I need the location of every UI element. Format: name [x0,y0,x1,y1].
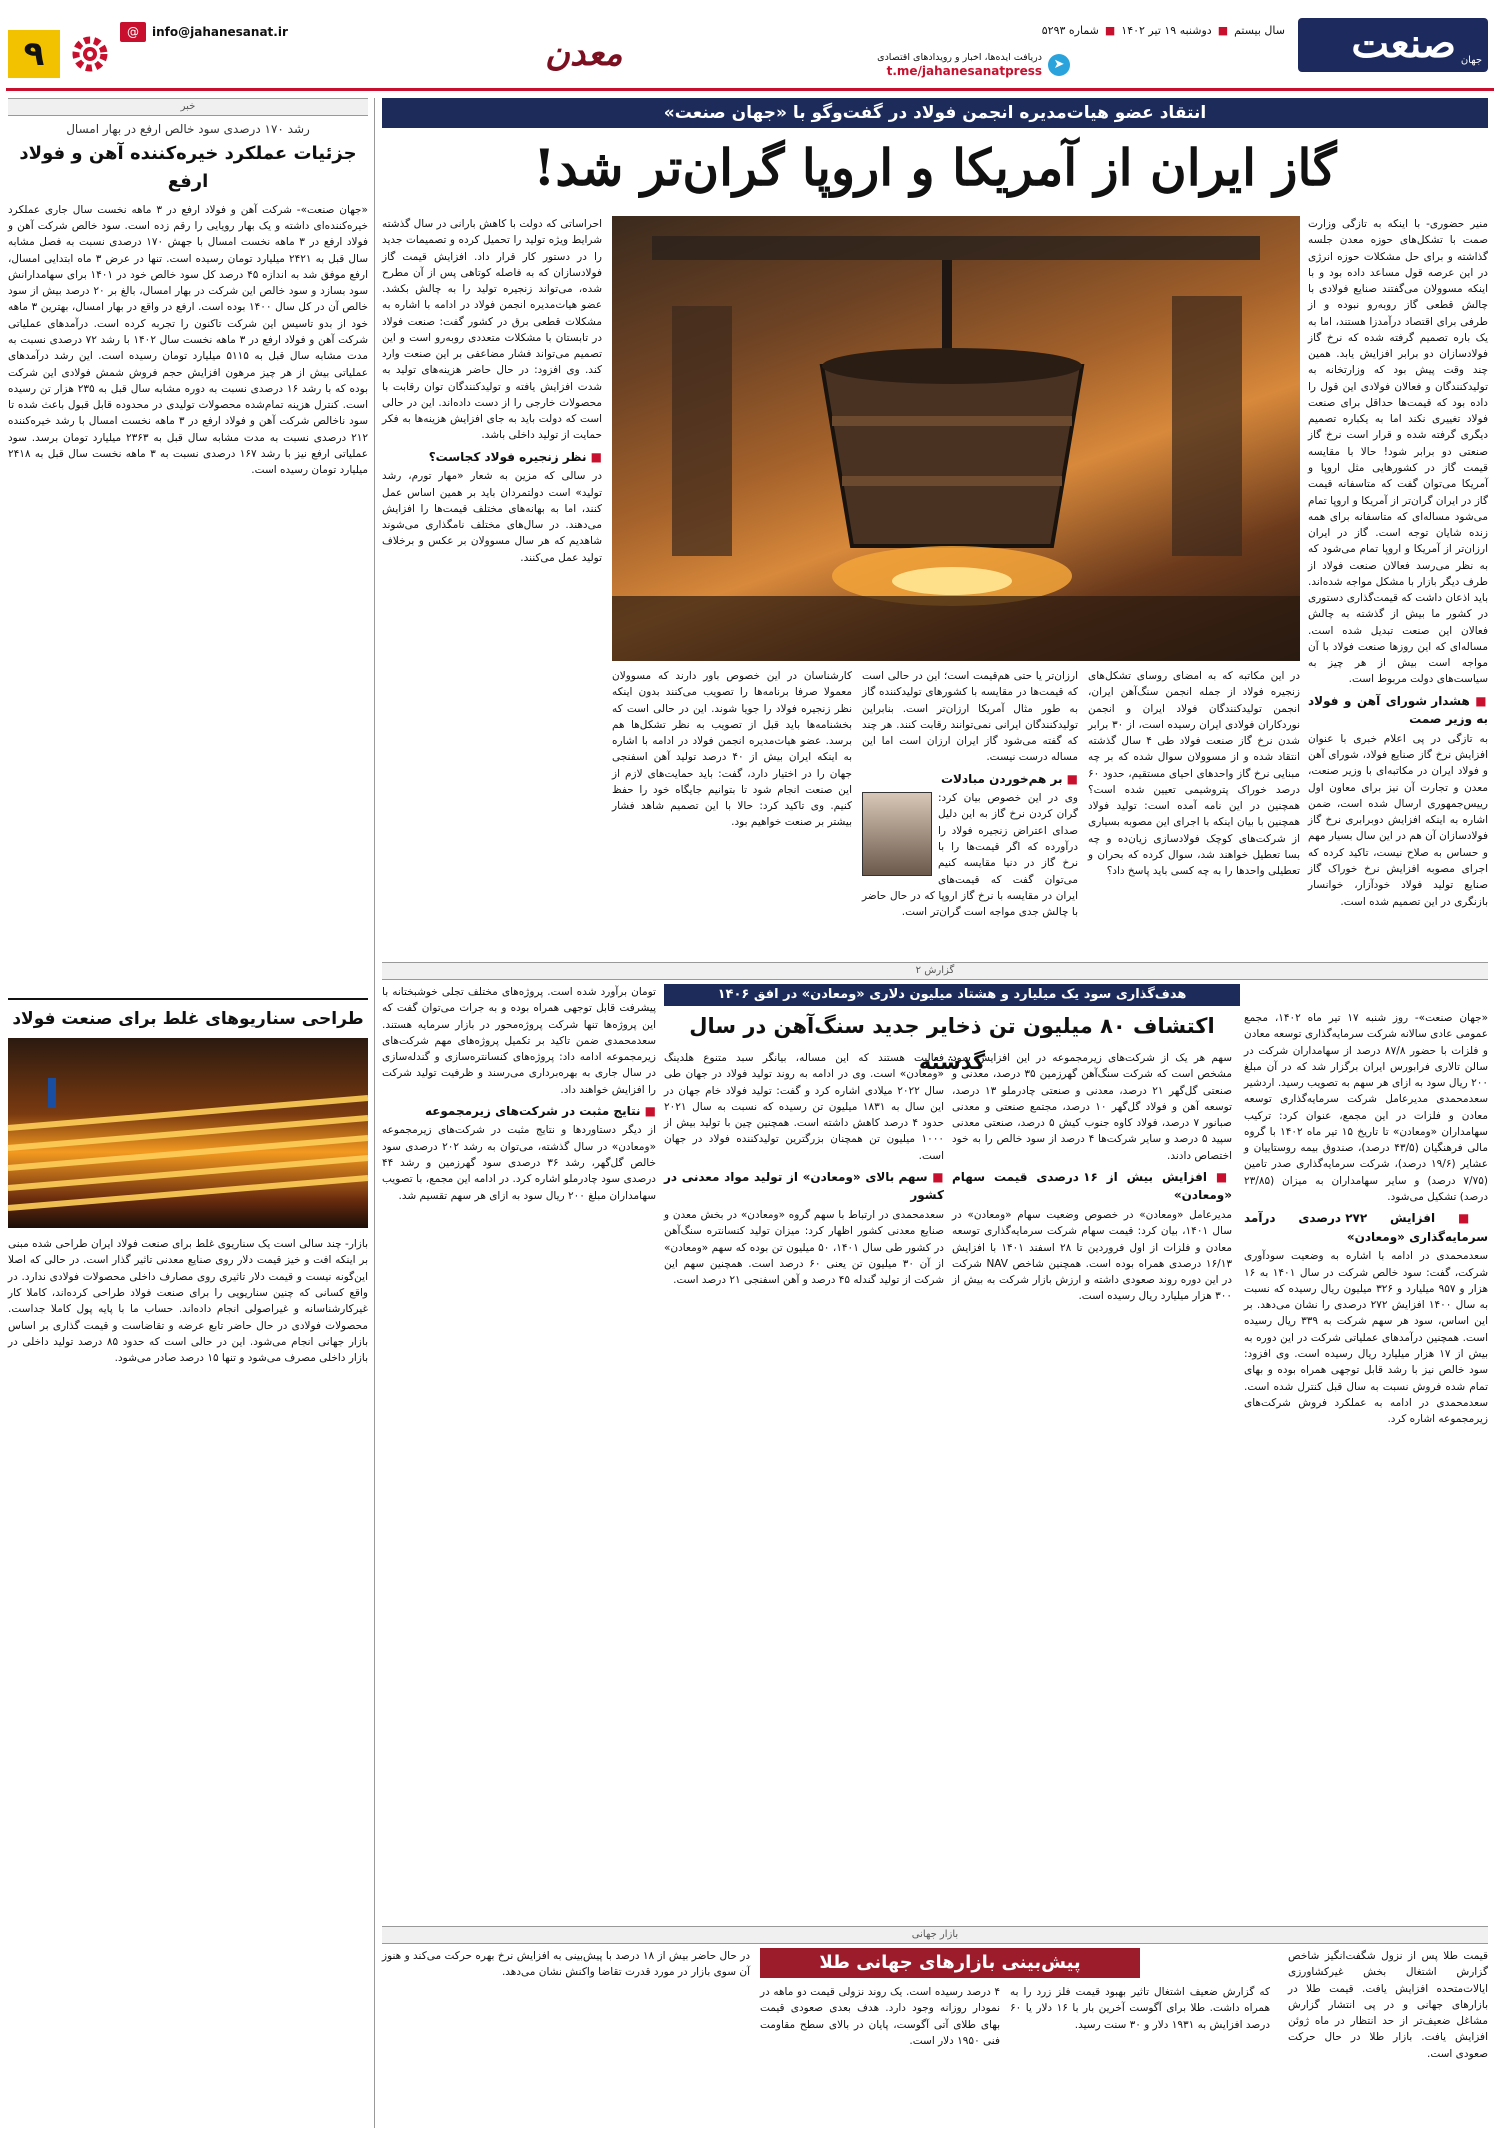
gold-column-2 [1010,1984,1270,2128]
main-column-5 [1088,668,1300,958]
gold-col3-text: ۴ درصد رسیده است. یک روند نزولی قیمت دو ماهه در نمودار روزانه وجود دارد. هدف بعدی صعودی قیمت بهای طلای آتی آگوست، پایان در بالای سطح مقاومت فنی ۱۹۵۰ دلار است. [760,1986,1000,2047]
arfa-kicker: رشد ۱۷۰ درصدی سود خالص ارفع در بهار امسال [66,121,310,136]
telegram-link[interactable]: t.me/jahanesanatpress [886,64,1042,78]
gold-column-4 [382,1948,750,2128]
gold-column-3 [760,1984,1000,2128]
arfa-body-text: «جهان صنعت»- شرکت آهن و فولاد ارفع در ۳ ماهه نخست سال جاری عملکرد خیره‌کننده‌ای داشته و یک بهار رویایی را رقم زده است. سود خالص شرکت آهن و فولاد ارفع در ۳ ماهه نخست امسال با جهش ۱۷۰ درصدی نسبت به فصل مشابه سال قبل به ۲۴۲۱ میلیارد تومان رسیده است. تنها در عرض ۳ ماه ابتدایی امسال، ارفع موفق شد به اندازه ۴۵ درصد کل سود خالص خود در ۱۴۰۱ برای سهامدارانش سود بسازد و سود خالص این شرکت در بهار امسال، بالغ بر ۲۰ درصد بیش از سود خالص آن در کل سال ۱۴۰۰ بوده است. ارفع در واقع در بهار امسال، بهترین ۳ ماهه خود از بدو تاسیس این شرکت تاکنون را تجربه کرده است. درآمدهای عملیاتی شرکت آهن و فولاد ارفع در ۳ ماهه نخست سال ۱۴۰۲ با رشد ۷۲ درصدی نسبت به مدت مشابه سال قبل به ۵۱۱۵ میلیارد تومان رسیده است. این رشد درآمدهای عملیاتی بیش از هر چیز مرهون افزایش حجم فروش شمش فولادی این شرکت بوده که با رشد ۱۶ درصدی نسبت به دوره مشابه سال قبل به ۲۳۵ هزار تن رسیده است. کنترل هزینه تمام‌شده محصولات تولیدی در محدوده قابل قبول باعث شده تا سود ناخالص شرکت آهن و فولاد ارفع در ۳ ماهه نخست امسال با رشد خیره‌کننده ۲۱۲ درصدی نسبت به مدت مشابه سال قبل به ۲۳۶۳ میلیارد تومان برسد. سود عملیاتی ارفع نیز با رشد ۱۶۷ درصدی نسبت به ۳ ماهه نخست سال قبل به ۲۴۱۸ میلیارد تومان رسیده است. [8,203,369,477]
main-col1-text-b: به تازگی در پی اعلام خبری با عنوان افزایش نرخ گاز صنایع فولاد، شورای آهن و فولاد ایران در مکاتبه‌ای با وزیر صنعت، معدن و تجارت آن نیز برای معاون اول رییس‌جمهوری ارسال شده است، ضمن اشاره به اینکه افزایش دوبرابری نرخ گاز فولادسازان آن هم در این سال بسیار مهم و حساس به صلاح نیست، تاکید کرده که اجرای مصوبه افزایش نرخ خوراک گاز صنایع تولید فولاد خودآزار، خوانسار بازنگری در این تصمیم شده است. [1308,732,1488,908]
left-sidebar [8,98,368,2128]
report-col2-text-b: مدیرعامل «ومعادن» در خصوص وضعیت سهام «ومعادن» در سال ۱۴۰۱، بیان کرد: قیمت سهام شرکت سرمایه‌گذاری توسعه معادن و فلزات از اول فروردین تا ۲۸ اسفند ۱۴۰۱ با افزایش ۱۶/۱۳ درصدی همراه بوده است. همچنین شاخص NAV شرکت در این دوره روند صعودی داشته و ارزش بازار شرکت به بیش از ۳۰۰ هزار میلیارد ریال رسیده است. [952,1209,1232,1303]
email-block[interactable] [120,22,288,42]
issue-info: سال بیستم ■ دوشنبه ۱۹ تیر ۱۴۰۲ ■ شماره ۵۲۹۳ [1042,22,1285,39]
header-divider [6,88,1494,91]
main-col2-subhead: ■ نظر زنجیره فولاد کجاست؟ [382,448,602,467]
main-col1-subhead: ■ هشدار شورای آهن و فولاد به وزیر صمت [1308,692,1488,729]
report-column-3 [664,1050,944,1920]
main-col4-subhead: ■ بر هم‌خوردن مبادلات [862,770,1078,789]
main-col4-text-b: وی در این خصوص بیان کرد: گران کردن نرخ گاز به این دلیل صدای اعتراض زنجیره فولاد را درآورده که اگر قیمت‌ها را با نرخ گاز در دنیا مقایسه کنیم می‌توان گفت که قیمت‌های ایران در مقایسه با نرخ گاز اروپا که در حال حاضر با چالش جدی مواجه است گران‌تر است. [862,792,1078,919]
news-label: خبر [8,98,368,116]
email-icon: @ [120,22,146,42]
steel-plant-photo [612,216,1300,661]
scenario-headline: طراحی سناریوهای غلط برای صنعت فولاد [12,1008,364,1029]
main-column-1 [1308,216,1488,908]
telegram-caption: دریافت ایده‌ها، اخبار و رویدادهای اقتصادی [877,52,1042,63]
gold-col4-text: در حال حاضر بیش از ۱۸ درصد با پیش‌بینی به افزایش نرخ بهره حرکت می‌کند و هنوز آن سوی بازار در مورد قدرت تقاضا واکنش نشان می‌دهد. [382,1950,750,1979]
main-col5-text: در این مکاتبه که به امضای روسای تشکل‌های زنجیره فولاد از جمله انجمن سنگ‌آهن ایران، انجمن تولیدکنندگان فولاد ایران و انجمن نوردکاران فولادی ایران رسیده است، از ۳۰ برابر شدن نرخ گاز صنعت فولاد طی ۴ سال گذشته انتقاد شده و از مسوولان سوال شده که بر چه مبنایی نرخ گاز واحدهای احیای مستقیم، حدود ۶۰ درصد خوراک پتروشیمی تعیین شده است؟ همچنین در این نامه آمده است: تولید فولاد همچنین با بیان اینکه با اجرای این مصوبه بسیاری از شرکت‌های کوچک فولادسازی زیان‌ده و چه بسا تعطیل خواهند شد، سوال کرده که بحران و تعطیلی واحدها را به چه کسی باید پاسخ داد؟ [1088,670,1300,878]
page-number: ۹ [8,30,60,78]
logo-small-text: جهان [1460,54,1482,66]
report-col4-text-b: از دیگر دستاوردها و نتایج مثبت در شرکت‌های زیرمجموعه «ومعادن» در سال گذشته، می‌توان به رشد ۲۰۲ درصدی سود خالص گل‌گهر، رشد ۳۶ درصدی سود گهرزمین و رشد ۴۴ درصدی سود چادرملو اشاره کرد. در ادامه این مجمع، با تصویب سهامداران مبلغ ۲۰۰ ریال سود به ازای هر سهم تقسیم شد. [382,1124,656,1202]
main-column-2 [382,216,602,796]
main-column-3 [612,668,852,958]
report-column-2 [952,1050,1232,1920]
scenario-body-text: بازار- چند سالی است یک سناریوی غلط برای صنعت فولاد ایران طراحی شده مبنی بر اینکه افت و خیز قیمت دلار روی صنایع معدنی تاثیر گذار است. در حالی که اصلا این‌گونه نیست و قیمت دلار تاثیری روی مصارف داخلی محصولات فولادی ندارد. در واقع کسانی که چنین سناریویی را برای صنعت فولاد طراحی کرده‌اند، کاملا کار غیرکارشناسانه و غیراصولی انجام داده‌اند. حساب ما با پایه پول کاملا جداست. محصولات فولادی در حال حاضر تابع عرضه و تقاضاست و قیمت گذاری بر اساس بازار جهانی انجام می‌شود. این در حالی است که حدود ۸۵ درصد تولید داخلی در بازار داخلی مصرف می‌شود و تنها ۱۵ درصد صادر می‌شود. [8,1238,369,1365]
gold-col1-text: قیمت طلا پس از نزول شگفت‌انگیز شاخص گزارش اشتغال بخش غیرکشاورزی ایالات‌متحده افزایش یافت. قیمت طلا در بازارهای جهانی و در پی انتشار گزارش مشاغل ضعیف‌تر از حد انتظار در ماه ژوئن افزایش یافت. بازار طلا در حال حرکت صعودی است. [1288,1950,1488,2060]
section-title: معدن [545,34,623,74]
main-col1-text: منیر حضوری- با اینکه به تازگی وزارت صمت با تشکل‌های حوزه معدن جلسه گذاشته و برای حل مشکلات حوزه انرژی در این عرصه قول مساعد داده بود و با اینکه مسوولان می‌گفتند صنایع فولادی با چالش قطعی گاز روبه‌رو نبوده و از طرفی برای اقتصاد درآمدزا هستند، اما به یک باره تصمیم گرفته شده که نرخ گاز فولادسازان دو برابر افزایش یابد. همین چند وقت پیش بود که وزارتخانه به تولیدکنندگان و فعالان فولادی این قول را داده بود که قیمت‌ها حداقل برای صنعت فولاد تغییری نکند اما به یکباره تصمیم دیگری گرفته شده و قرار است نرخ گاز صنعتی دو برابر شود! حالا با مقایسه قیمت گاز در کشورهایی مثل اروپا و آمریکا می‌توان گفت که متاسفانه قیمت گاز در ایران گران‌تر از آمریکا و اروپا تمام می‌شود مساله‌ای که متاسفانه برای همه زنده شایان توجه است. گاز در ایران ارزان‌تر از آمریکا و اروپا تمام می‌شود که به نظر می‌رسد فعالان صنعت فولاد از طرف دیگر بازار با مشکل مواجه شده‌اند. باید اذعان داشت که قیمت‌گذاری دستوری در کشور ما بیش از گذشته به چالش فعالان این صنعت تبدیل شده است. مساله‌ای که این روزها صنعت فولاد با آن مواجه است بیش از هر چیز به سیاست‌های دولت مربوط است. [1308,218,1488,686]
arfa-body [8,202,368,992]
report-col3-subhead: ■ سهم بالای «ومعادن» از تولید مواد معدنی در کشور [664,1168,944,1205]
date-line: دوشنبه ۱۹ تیر ۱۴۰۲ [1121,24,1212,37]
report-column-4 [382,984,656,1920]
sidebar-rule [374,98,375,2128]
gold-label: بازار جهانی [382,1926,1488,1944]
report-col4-subhead: ■ نتایج مثبت در شرکت‌های زیرمجموعه [382,1102,656,1121]
report-label: گزارش ۲ [382,962,1488,980]
report-kicker: هدف‌گذاری سود یک میلیارد و هشتاد میلیون دلاری «ومعادن» در افق ۱۴۰۶ [664,984,1240,1006]
main-headline: گاز ایران از آمریکا و اروپا گران‌تر شد! [533,138,1337,197]
report-col1-subhead: ■ افزایش ۲۷۲ درصدی درآمد سرمایه‌گذاری «ومعادن» [1244,1209,1488,1246]
telegram-icon: ➤ [1048,54,1070,76]
gold-col2-text: که گزارش ضعیف اشتغال تاثیر بهبود قیمت فلز زرد را به همراه داشت. طلا برای آگوست آخرین بار با ۱۶ دلار یا ۶۰ درصد افزایش به ۱۹۳۱ دلار و ۳۰ سنت رسید. [1010,1986,1270,2031]
main-col2-text-b: در سالی که مزین به شعار «مهار تورم، رشد تولید» است دولتمردان باید بر همین اساس عمل کنند، اما به بهانه‌های مختلف قیمت‌ها را افزایش می‌دهند. در سال‌های مختلف نامگذاری می‌شوند شاهدیم که هر سال مسوولان بر عکس و برخلاف تولید عمل می‌کنند. [382,470,602,564]
sidebar-divider [8,998,368,1000]
masthead [0,0,1500,90]
report-col3-text: فعالیت هستند که این مساله، بیانگر سبد متنوع هلدینگ «ومعادن» است. وی در ادامه به روند تولید فولاد در جهان طی سال ۲۰۲۲ میلادی اشاره کرد و گفت: تولید فولاد خام جهان در این سال به ۱۸۳۱ میلیون تن رسیده که نسبت به سال ۲۰۲۱ حدود ۴ درصد کاهش داشته است. همچنین چین با تولید بیش از ۱۰۰۰ میلیون تن همچنان بزرگترین تولیدکننده فولاد در جهان است. [664,1052,944,1162]
arfa-headline: جزئیات عملکرد خیره‌کننده آهن و فولاد ارفع [19,143,357,192]
gold-column-1 [1288,1948,1488,2128]
interviewee-photo [862,792,932,876]
main-col2-text: احراساتی که دولت با کاهش بارانی در سال گذشته شرایط ویژه تولید را تحمیل کرده و تصمیمات جدید را در دستور کار قرار داد. افزایش قیمت گاز فولادسازان که به فاصله کوتاهی پس از آن مطرح شده، می‌تواند زنجیره تولید را به چالش بکشد. عضو هیات‌مدیره انجمن فولاد در ادامه با اشاره به مشکلات قطعی برق در کشور گفت: صنعت فولاد در تابستان با مشکلات متعددی روبه‌رو است و این تصمیم می‌تواند فشار مضاعفی بر این صنعت وارد کند. وی افزود: در حال حاضر هزینه‌های تولید به شدت افزایش یافته و تولیدکنندگان توان رقابت با محصولات خارجی را از دست داده‌اند. این در حالی است که دولت باید به جای افزایش هزینه‌ها به فکر حمایت از تولید داخلی باشد. [382,218,602,442]
report-col2-text: سهم هر یک از شرکت‌های زیرمجموعه در این افزایش سود مشخص است که شرکت سنگ‌آهن گهرزمین ۳۵ درصد، معدنی و صنعتی گل‌گهر ۲۱ درصد، معدنی و صنعتی چادرملو ۱۳ درصد، توسعه آهن و فولاد گل‌گهر ۱۰ درصد، مجتمع صنعتی و معدنی صبانور ۷ درصد، فولاد کاوه جنوب کیش ۵ درصد، صنعتی معدنی سپید ۵ درصد و سایر شرکت‌ها ۴ درصد از سود خالص را به خود اختصاص دادند. [952,1052,1232,1162]
main-col3-text: کارشناسان در این خصوص باور دارند که مسوولان معمولا صرفا برنامه‌ها را تصویب می‌کنند بدون اینکه نظر زنجیره فولاد را جویا شوند. این در حالی است که بخشنامه‌ها باید قبل از تصویب به نظر تشکل‌ها هم برسد. عضو هیات‌مدیره انجمن فولاد در ادامه با اشاره به اینکه ایران بیش از ۴۰ درصد تولید آهن اسفنجی جهان را در اختیار دارد، گفت: باید حمایت‌های لازم از این صنعت انجام شود تا بتوانیم جایگاه خود را حفظ کنیم. وی تاکید کرد: حالا با این تصمیم شاهد فشار بیشتر بر صنعت خواهیم بود. [612,670,853,829]
gear-icon [66,30,114,78]
telegram-block[interactable] [877,52,1070,78]
steel-bars-photo [8,1038,368,1228]
logo [1298,18,1488,72]
main-column-4 [862,668,1078,958]
logo-text: صنعت [1351,20,1456,67]
report-col4-text: تومان برآورد شده است. پروژه‌های مختلف تجلی خوشبختانه با پیشرفت قابل توجهی همراه بوده و به جرات می‌توان گفت که این پروژه‌ها تنها شرکت پروژه‌محور در بازار سرمایه هستند. سعدمحمدی ضمن تاکید بر تکمیل پروژه‌های مهم شرکت‌های زیرمجموعه ادامه داد: پروژه‌های کنسانتره‌سازی و گندله‌سازی در سال جاری به بهره‌برداری می‌رسند و ظرفیت تولید شرکت را افزایش خواهند داد. [382,986,656,1096]
report-headline: اکتشاف ۸۰ میلیون تن ذخایر جدید سنگ‌آهن در سال گذشته [689,1014,1215,1074]
report-col2-subhead: ■ افزایش بیش از ۱۶ درصدی قیمت سهام «ومعادن» [952,1168,1232,1205]
scenario-body [8,1236,368,2136]
year-line: سال بیستم [1234,24,1285,37]
main-kicker: انتقاد عضو هیات‌مدیره انجمن فولاد در گفت‌وگو با «جهان صنعت» [382,98,1488,128]
report-column-1 [1244,1010,1488,1920]
report-col1-text: «جهان صنعت»- روز شنبه ۱۷ تیر ماه ۱۴۰۲، مجمع عمومی عادی سالانه شرکت سرمایه‌گذاری توسعه معادن و فلزات با حضور ۸۷/۸ درصد از سهامداران شرکت در سالن تالاری فرابورس ایران برگزار شد که در آن مبلغ ۲۰۰ ریال سود به ازای هر سهم به تصویب رسید. اردشیر سعدمحمدی مدیرعامل شرکت سرمایه‌گذاری توسعه معادن و فلزات در این مجمع، عنوان کرد: ترکیب سهامداران «ومعادن» تا تاریخ ۱۵ تیر ماه ۱۴۰۲ با گروه مالی فرهنگیان (۴۳/۵ درصد)، صندوق بیمه روستاییان و عشایر (۱۹/۶ درصد)، شرکت سرمایه‌گذاری صدر تامین (۷/۷۵ درصد) و سایر سهامداران به میزان (۲۳/۸۵ درصد) تشکیل می‌شود. [1244,1012,1488,1203]
main-col4-text: ارزان‌تر یا حتی هم‌قیمت است؛ این در حالی است که قیمت‌ها در مقایسه با کشورهای تولیدکننده گاز به طور مثال آمریکا ارزان‌تر است. بنابراین تولیدکنندگان ایرانی نمی‌توانند رقابت کنند. هر چند که گفته می‌شود گاز ایران ارزان است اما این مساله درست نیست. [862,670,1078,764]
report-col1-text-b: سعدمحمدی در ادامه با اشاره به وضعیت سودآوری شرکت، گفت: سود خالص شرکت در سال ۱۴۰۱ به ۱۶ هزار و ۹۵۷ میلیارد و ۳۲۶ میلیون ریال رسیده که نسبت به سال ۱۴۰۰ افزایش ۲۷۲ درصدی را نشان می‌دهد. بر این اساس، سود هر سهم شرکت به ۳۳۹ ریال رسیده است. همچنین درآمدهای عملیاتی شرکت در این دوره به بیش از ۱۷ هزار میلیارد ریال رسیده است. وی افزود: سود خالص نیز با رشد قابل توجهی همراه بوده و بهای تمام شده فروش نسبت به سال قبل کنترل شده است. سعدمحمدی در ادامه به عملکرد فروش شرکت‌های زیرمجموعه اشاره کرد. [1244,1250,1489,1426]
email-address[interactable]: info@jahanesanat.ir [152,24,288,39]
report-col3-text-b: سعدمحمدی در ارتباط با سهم گروه «ومعادن» در بخش معدن و صنایع معدنی کشور اظهار کرد: میزان تولید کنسانتره سنگ‌آهن در کشور طی سال ۱۴۰۱، ۵۰ میلیون تن بوده که سهم «ومعادن» از آن ۳۰ میلیون تن یعنی ۶۰ درصد است. همچنین سهم این شرکت از تولید گندله ۴۵ درصد و آهن اسفنجی ۲۱ درصد است. [664,1209,945,1287]
issue-line: شماره ۵۲۹۳ [1041,24,1099,37]
gold-headline: پیش‌بینی بازارهای جهانی طلا [760,1948,1140,1978]
